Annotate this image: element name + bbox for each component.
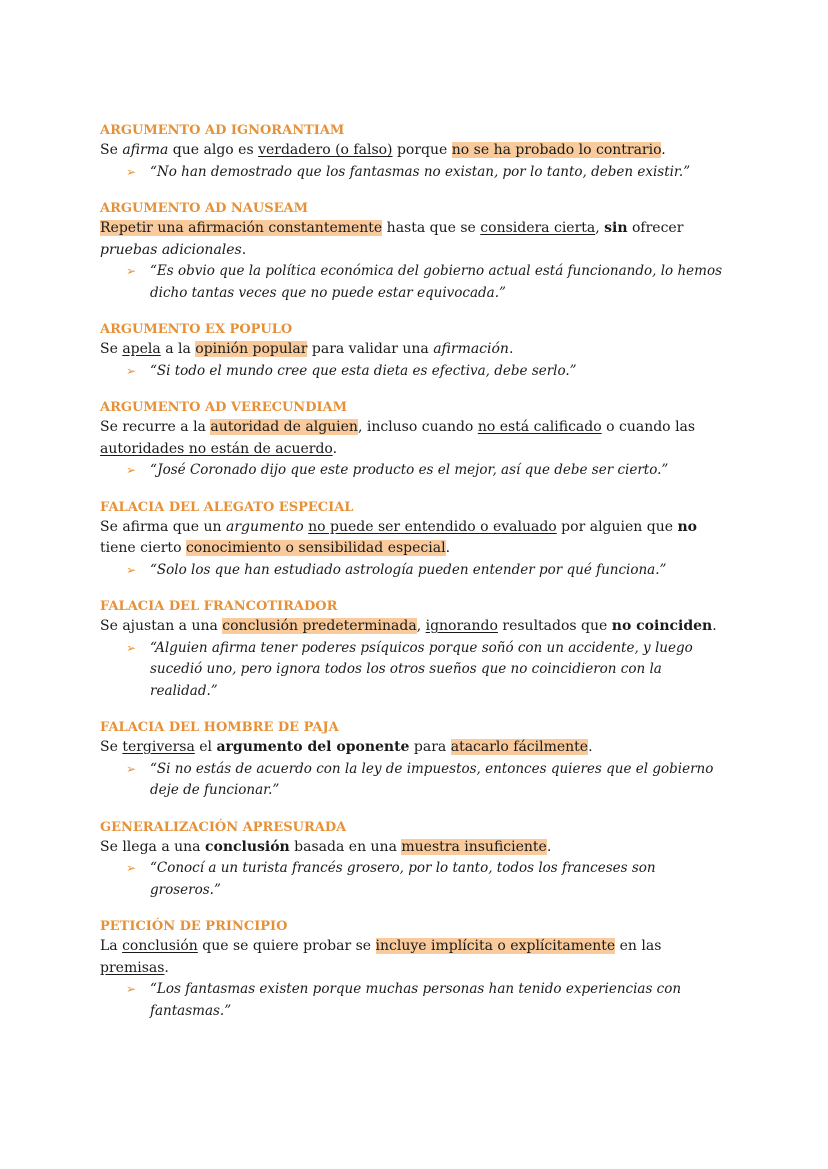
underlined-text: autoridades no están de acuerdo: [100, 440, 333, 457]
fallacy-title: ARGUMENTO EX POPULO: [100, 322, 293, 337]
definition-text: en las: [615, 938, 662, 954]
example-text: “Es obvio que la política económica del gobierno actual está funcionando, lo hemos dicho tantas veces que no puede estar equivocada.”: [150, 263, 723, 301]
underlined-text: conclusión: [122, 938, 198, 954]
fallacy-example: [100, 560, 730, 582]
underlined-text: no está calificado: [477, 419, 602, 435]
definition-text: .: [661, 142, 666, 158]
fallacy-definition: [100, 218, 730, 261]
fallacy-definition: [100, 140, 730, 162]
definition-text: .: [241, 241, 247, 258]
fallacy-example: [100, 638, 730, 703]
bold-text: no coinciden: [611, 618, 713, 634]
definition-text: resultados que: [497, 618, 612, 634]
underlined-text: no puede ser entendido o evaluado: [308, 518, 557, 535]
underlined-text: premisas: [100, 959, 165, 976]
highlighted-text: Repetir una afirmación constantemente: [100, 220, 383, 236]
definition-text: , incluso cuando: [357, 419, 478, 435]
fallacy-section: [100, 200, 730, 304]
fallacy-title: ARGUMENTO AD IGNORANTIAM: [100, 123, 345, 138]
definition-text: para: [409, 739, 451, 755]
definition-text: Se: [100, 739, 123, 755]
example-text: “Los fantasmas existen porque muchas personas han tenido experiencias con fantasmas.”: [150, 981, 682, 1019]
fallacy-definition: [100, 517, 730, 560]
definition-text: Se ajustan a una: [100, 618, 223, 634]
arrow-bullet-icon: ➢: [126, 761, 137, 776]
definition-text: ofrecer: [627, 220, 684, 236]
definition-text: Se: [100, 341, 123, 357]
fallacy-title: FALACIA DEL ALEGATO ESPECIAL: [100, 499, 354, 515]
fallacy-definition: [100, 737, 730, 759]
highlighted-text: atacarlo fácilmente: [450, 739, 589, 755]
definition-text: porque: [392, 142, 452, 158]
bold-text: sin: [604, 220, 628, 236]
definition-text: .: [588, 739, 593, 755]
italic-text: afirma: [122, 142, 169, 158]
highlighted-text: incluye implícita o explícitamente: [375, 938, 616, 954]
fallacy-title: FALACIA DEL HOMBRE DE PAJA: [100, 720, 339, 735]
definition-text: .: [712, 618, 717, 634]
underlined-text: considera cierta: [480, 220, 596, 236]
italic-text: argumento: [225, 518, 304, 535]
italic-text: pruebas adicionales: [100, 241, 242, 258]
fallacy-section: [100, 321, 730, 382]
definition-text: Se afirma que un: [100, 518, 226, 535]
arrow-bullet-icon: ➢: [126, 982, 137, 996]
fallacy-definition: [100, 339, 730, 361]
highlighted-text: no se ha probado lo contrario: [451, 142, 662, 158]
definition-text: por alguien que: [556, 518, 678, 535]
highlighted-text: muestra insuficiente: [401, 838, 547, 855]
definition-text: hasta que se: [382, 220, 481, 236]
definition-text: ,: [416, 618, 426, 634]
fallacy-example: [100, 858, 730, 901]
arrow-bullet-icon: ➢: [126, 640, 137, 655]
arrow-bullet-icon: ➢: [126, 264, 137, 278]
fallacy-section: [100, 918, 730, 1022]
fallacy-definition: [100, 936, 730, 979]
example-text: “José Coronado dijo que este producto es el mejor, así que debe ser cierto.”: [150, 462, 669, 478]
definition-text: Se llega a una: [100, 838, 205, 855]
fallacy-example: [100, 162, 730, 184]
definition-text: .: [164, 959, 169, 976]
fallacies-list: [100, 122, 730, 1039]
definition-text: .: [332, 440, 338, 457]
fallacy-section: [100, 719, 730, 802]
fallacy-example: [100, 361, 730, 383]
definition-text: .: [508, 341, 514, 357]
fallacy-title: ARGUMENTO AD VERECUNDIAM: [100, 400, 348, 415]
definition-text: .: [546, 838, 552, 855]
bold-text: conclusión: [204, 838, 290, 855]
example-text: “Conocí a un turista francés grosero, por lo tanto, todos los franceses son groseros.”: [150, 860, 656, 898]
underlined-text: verdadero (o falso): [258, 142, 393, 158]
definition-text: para validar una: [307, 341, 434, 357]
definition-text: .: [445, 540, 451, 556]
definition-text: o cuando las: [601, 419, 696, 435]
italic-text: afirmación: [433, 341, 509, 357]
fallacy-section: [100, 122, 730, 183]
arrow-bullet-icon: ➢: [126, 861, 137, 875]
fallacy-section: [100, 399, 730, 482]
fallacy-title: FALACIA DEL FRANCOTIRADOR: [100, 599, 338, 614]
fallacy-title: PETICIÓN DE PRINCIPIO: [100, 919, 288, 934]
example-text: “No han demostrado que los fantasmas no existan, por lo tanto, deben existir.”: [150, 163, 691, 180]
definition-text: Se: [100, 142, 123, 158]
arrow-bullet-icon: ➢: [126, 463, 137, 477]
fallacy-definition: [100, 837, 730, 859]
fallacy-section: [100, 819, 730, 902]
highlighted-text: opinión popular: [195, 341, 308, 357]
definition-text: el: [194, 739, 217, 755]
example-text: “Solo los que han estudiado astrología pueden entender por qué funciona.”: [150, 561, 667, 578]
fallacy-definition: [100, 616, 730, 638]
highlighted-text: autoridad de alguien: [210, 419, 358, 435]
definition-text: Se recurre a la: [100, 419, 211, 435]
definition-text: tiene cierto: [100, 540, 186, 556]
fallacy-definition: [100, 417, 730, 460]
underlined-text: apela: [122, 341, 161, 357]
fallacy-title: ARGUMENTO AD NAUSEAM: [100, 201, 308, 216]
fallacy-example: [100, 261, 730, 304]
fallacy-example: [100, 460, 730, 482]
definition-text: La: [100, 938, 123, 954]
example-text: “Alguien afirma tener poderes psíquicos porque soñó con un accidente, y luego sucedió uno, pero ignora todos los otros sueños que no coincidieron con la realidad.”: [150, 639, 693, 699]
fallacy-example: [100, 759, 730, 802]
definition-text: ,: [595, 220, 605, 236]
definition-text: basada en una: [289, 838, 402, 855]
fallacy-title: GENERALIZACIÓN APRESURADA: [100, 819, 347, 835]
bold-text: argumento del oponente: [216, 739, 410, 755]
arrow-bullet-icon: ➢: [126, 363, 137, 378]
fallacy-example: [100, 979, 730, 1022]
highlighted-text: conocimiento o sensibilidad especial: [185, 540, 446, 556]
definition-text: que algo es: [168, 142, 259, 158]
definition-text: que se quiere probar se: [197, 938, 376, 954]
bold-text: no: [677, 518, 697, 535]
arrow-bullet-icon: ➢: [126, 164, 137, 179]
example-text: “Si no estás de acuerdo con la ley de impuestos, entonces quieres que el gobierno deje de funcionar.”: [150, 760, 714, 798]
example-text: “Si todo el mundo cree que esta dieta es efectiva, debe serlo.”: [150, 362, 577, 379]
fallacy-section: [100, 499, 730, 582]
highlighted-text: conclusión predeterminada: [222, 618, 417, 634]
underlined-text: tergiversa: [122, 739, 195, 755]
underlined-text: ignorando: [425, 618, 498, 634]
fallacy-section: [100, 598, 730, 702]
arrow-bullet-icon: ➢: [126, 562, 137, 577]
definition-text: a la: [160, 341, 196, 357]
